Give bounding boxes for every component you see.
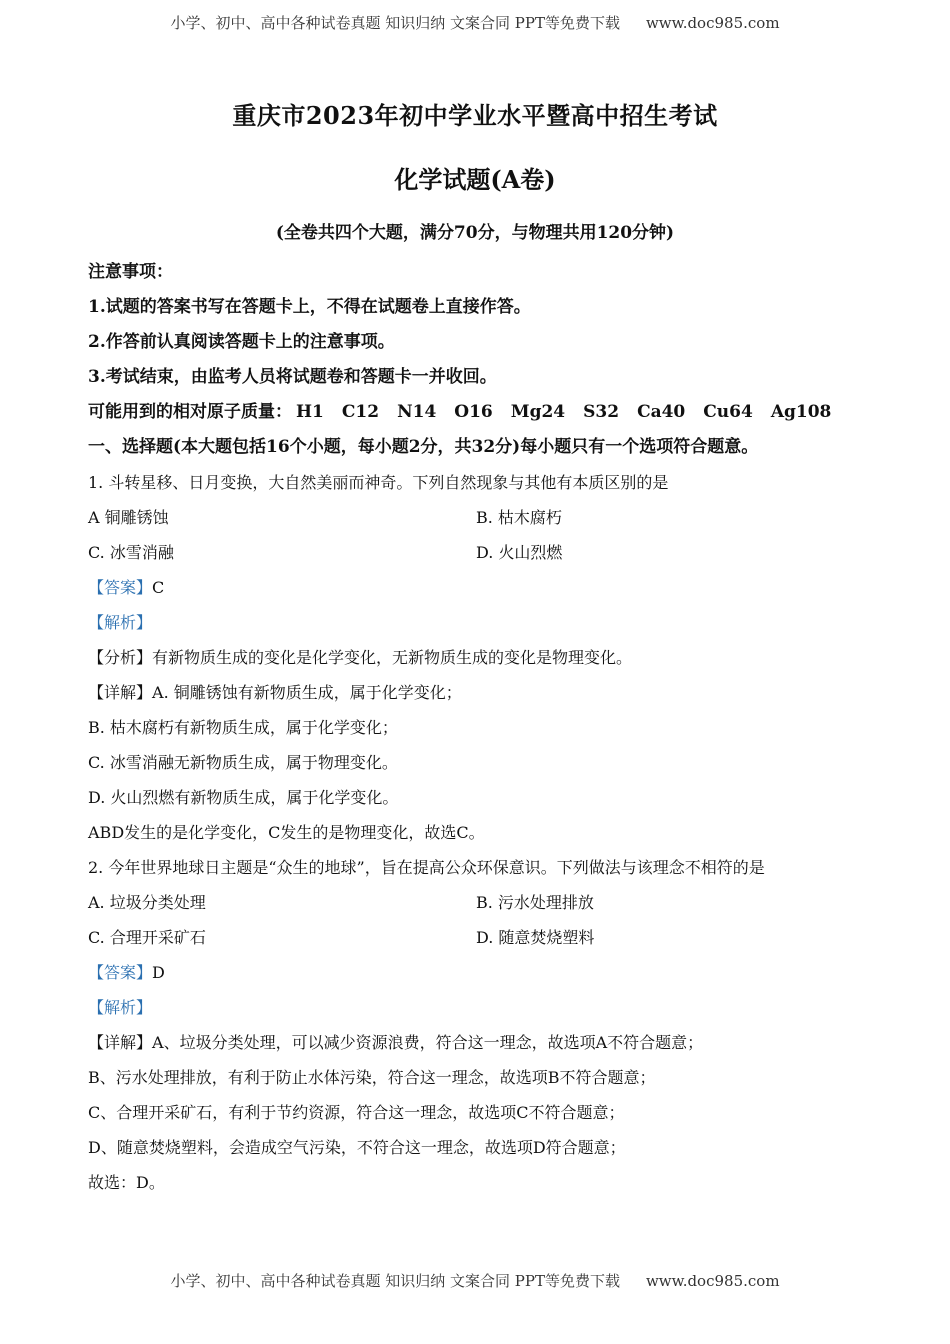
answer-line (88, 955, 878, 990)
analysis-line-text: A. 铜雕锈蚀有新物质生成，属于化学变化； (152, 683, 462, 702)
note-item: 1.试题的答案书写在答题卡上，不得在试题卷上直接作答。 (88, 297, 531, 317)
answer-tag: 【答案】 (88, 963, 153, 982)
answer-line (88, 570, 878, 605)
atomic-mass-item: Ca40 (637, 402, 686, 422)
analysis-tag: 【解析】 (88, 998, 153, 1017)
atomic-mass-item: S32 (583, 402, 620, 422)
analysis-line: B. 枯木腐朽有新物质生成，属于化学变化； (88, 718, 398, 737)
option-a: A 铜雕锈蚀 (88, 508, 169, 527)
analysis-line: D. 火山烈燃有新物质生成，属于化学变化。 (88, 788, 399, 807)
atomic-mass-item: Mg24 (510, 402, 566, 422)
question-stem: 1. 斗转星移、日月变换，大自然美丽而神奇。下列自然现象与其他有本质区别的是 (88, 473, 669, 492)
answer-value: D (152, 963, 165, 982)
option-row (88, 500, 878, 535)
analysis-line (88, 1025, 878, 1060)
option-d: D. 火山烈燃 (476, 543, 563, 562)
exam-title: 重庆市2023年初中学业水平暨高中招生考试 (232, 101, 718, 130)
atomic-mass-item: H1 (296, 402, 324, 422)
analysis-line: D、随意焚烧塑料，会造成空气污染，不符合这一理念，故选项D符合题意； (88, 1138, 626, 1157)
notes-heading: 注意事项： (88, 262, 173, 282)
answer-value: C (152, 578, 165, 597)
header-text: 小学、初中、高中各种试卷真题 知识归纳 文案合同 PPT等免费下载 (170, 14, 620, 32)
option-d: D. 随意焚烧塑料 (476, 928, 595, 947)
option-row (88, 535, 878, 570)
option-c: C. 冰雪消融 (88, 543, 174, 562)
page-footer (0, 1270, 950, 1291)
analysis-line-text: A、垃圾分类处理，可以减少资源浪费，符合这一理念，故选项A不符合题意； (152, 1033, 704, 1052)
analysis-line (88, 640, 878, 675)
analysis-tag: 【解析】 (88, 613, 153, 632)
page-header (0, 12, 950, 33)
question-stem: 2. 今年世界地球日主题是“众生的地球”，旨在提高公众环保意识。下列做法与该理念不相符的是 (88, 858, 765, 877)
atomic-mass-item: N14 (397, 402, 437, 422)
analysis-line: 故选：D。 (88, 1173, 165, 1192)
analysis-line (88, 675, 878, 710)
atomic-mass-item: Ag108 (770, 402, 832, 422)
option-b: B. 枯木腐朽 (476, 508, 562, 527)
analysis-line: B、污水处理排放，有利于防止水体污染，符合这一理念，故选项B不符合题意； (88, 1068, 656, 1087)
exam-scope: (全卷共四个大题，满分70分，与物理共用120分钟) (275, 223, 675, 243)
analysis-line: C、合理开采矿石，有利于节约资源，符合这一理念，故选项C不符合题意； (88, 1103, 625, 1122)
document-body (88, 255, 878, 1200)
note-item: 3.考试结束，由监考人员将试题卷和答题卡一并收回。 (88, 367, 497, 387)
atomic-masses-label: 可能用到的相对原子质量： (88, 402, 292, 422)
atomic-masses (88, 395, 878, 430)
header-url[interactable]: www.doc985.com (645, 14, 780, 32)
footer-text: 小学、初中、高中各种试卷真题 知识归纳 文案合同 PPT等免费下载 (170, 1272, 620, 1290)
option-b: B. 污水处理排放 (476, 893, 594, 912)
option-c: C. 合理开采矿石 (88, 928, 206, 947)
analysis-line: C. 冰雪消融无新物质生成，属于物理变化。 (88, 753, 398, 772)
option-row (88, 885, 878, 920)
section-heading: 一、选择题(本大题包括16个小题，每小题2分，共32分)每小题只有一个选项符合题意。 (88, 437, 759, 457)
exam-subtitle: 化学试题(A卷) (394, 165, 556, 194)
option-row (88, 920, 878, 955)
atomic-mass-item: C12 (341, 402, 380, 422)
answer-tag: 【答案】 (88, 578, 153, 597)
analysis-line-tag: 【详解】 (88, 1033, 153, 1052)
option-a: A. 垃圾分类处理 (88, 893, 206, 912)
atomic-mass-item: O16 (454, 402, 493, 422)
analysis-line-text: 有新物质生成的变化是化学变化，无新物质生成的变化是物理变化。 (152, 648, 633, 667)
footer-url[interactable]: www.doc985.com (645, 1272, 780, 1290)
atomic-mass-item: Cu64 (703, 402, 753, 422)
analysis-line: ABD发生的是化学变化，C发生的是物理变化，故选C。 (88, 823, 485, 842)
note-item: 2.作答前认真阅读答题卡上的注意事项。 (88, 332, 395, 352)
analysis-line-tag: 【详解】 (88, 683, 153, 702)
analysis-line-tag: 【分析】 (88, 648, 153, 667)
